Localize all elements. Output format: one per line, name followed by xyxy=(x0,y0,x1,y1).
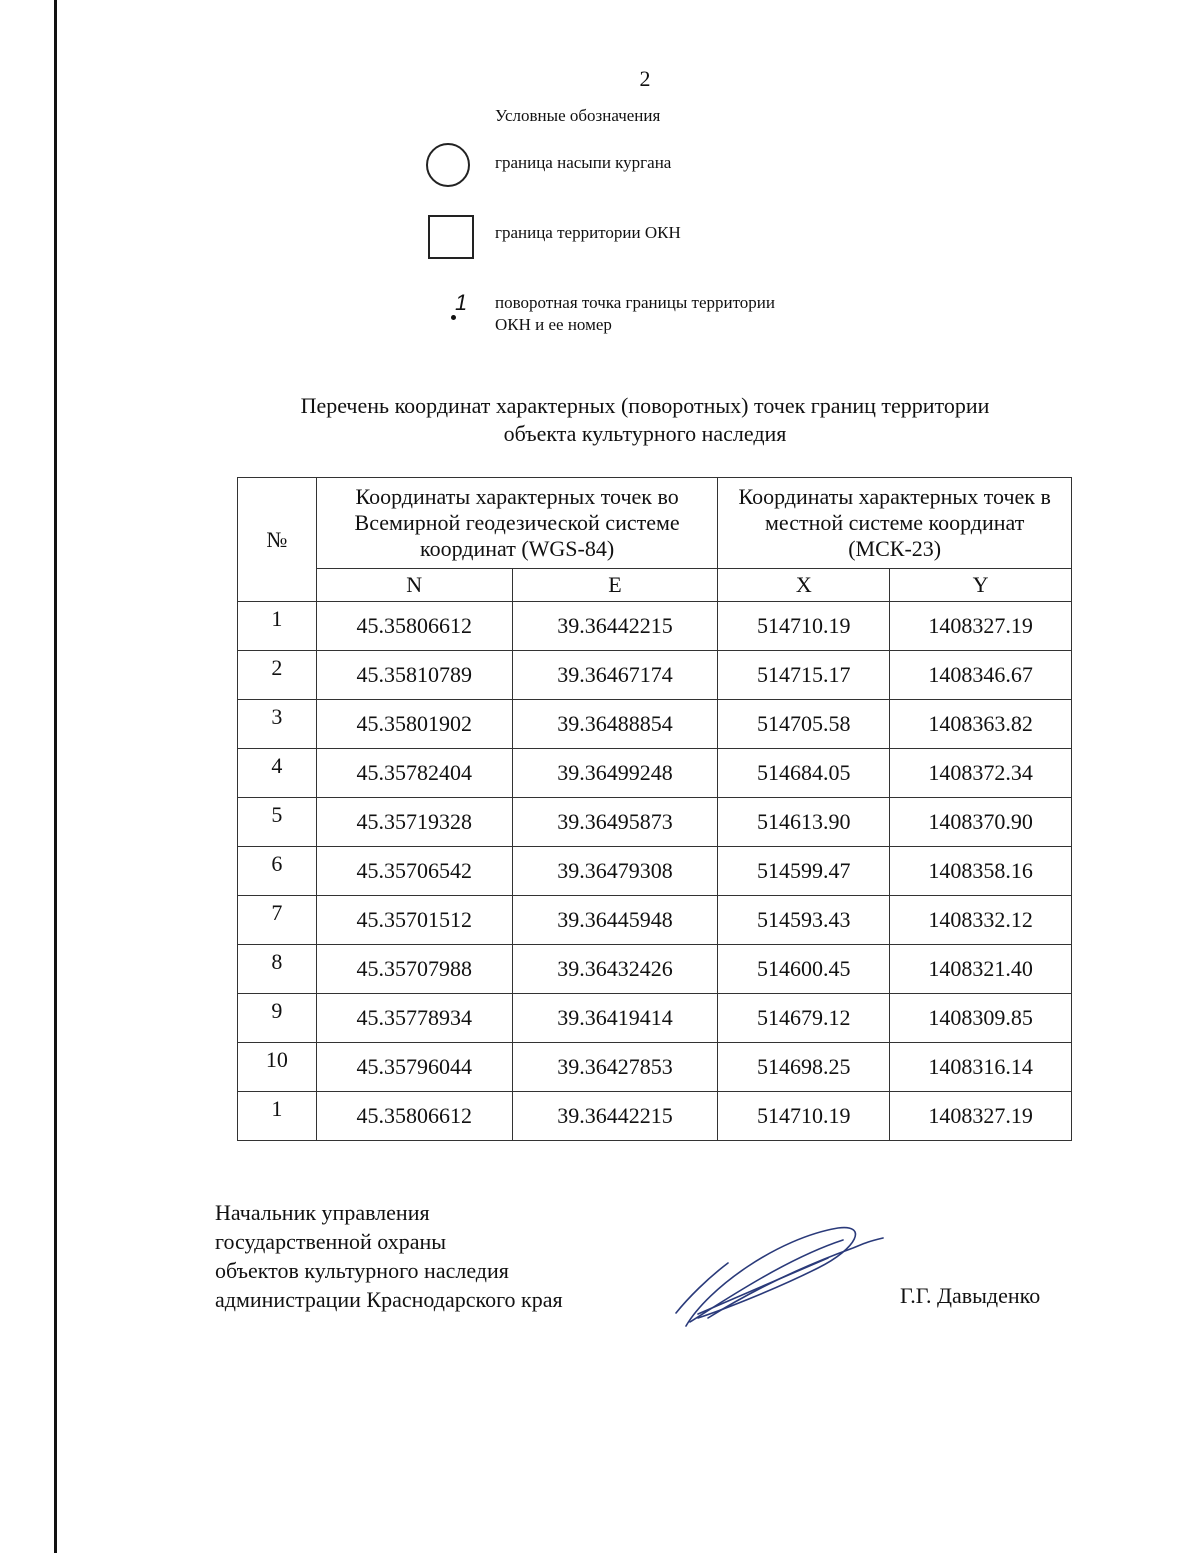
turning-point-icon: 1 xyxy=(455,290,468,315)
table-body xyxy=(238,602,1072,1141)
cell-wgs-n: 45.35778934 xyxy=(316,994,512,1043)
legend-item-turning-point-line1: поворотная точка границы территории xyxy=(495,293,775,312)
cell-msk-y: 1408363.82 xyxy=(890,700,1072,749)
table-heading-line2: объекта культурного наследия xyxy=(503,421,787,446)
table-row xyxy=(238,945,1072,994)
table-row xyxy=(238,749,1072,798)
cell-msk-y: 1408346.67 xyxy=(890,651,1072,700)
cell-point-number: 2 xyxy=(238,651,317,700)
legend-item-turning-point xyxy=(495,292,775,336)
cell-msk-x: 514593.43 xyxy=(718,896,890,945)
cell-wgs-e: 39.36445948 xyxy=(512,896,718,945)
cell-point-number: 1 xyxy=(238,1092,317,1141)
cell-msk-x: 514599.47 xyxy=(718,847,890,896)
cell-wgs-n: 45.35719328 xyxy=(316,798,512,847)
cell-wgs-n: 45.35782404 xyxy=(316,749,512,798)
table-row xyxy=(238,651,1072,700)
signer-name: Г.Г. Давыденко xyxy=(900,1283,1041,1308)
column-header-e: E xyxy=(512,569,718,602)
signatory-line2: государственной охраны xyxy=(215,1229,447,1254)
signatory-line3: объектов культурного наследия xyxy=(215,1258,509,1283)
cell-msk-x: 514679.12 xyxy=(718,994,890,1043)
cell-wgs-n: 45.35810789 xyxy=(316,651,512,700)
page-left-border xyxy=(54,0,57,1553)
table-header-row xyxy=(238,478,1072,569)
cell-point-number: 5 xyxy=(238,798,317,847)
column-header-x: X xyxy=(718,569,890,602)
cell-point-number: 1 xyxy=(238,602,317,651)
table-row xyxy=(238,847,1072,896)
cell-msk-y: 1408327.19 xyxy=(890,1092,1072,1141)
cell-msk-x: 514705.58 xyxy=(718,700,890,749)
cell-msk-y: 1408327.19 xyxy=(890,602,1072,651)
table-heading xyxy=(200,392,1090,448)
coordinates-table xyxy=(237,477,1072,1141)
signatory-line1: Начальник управления xyxy=(215,1200,430,1225)
cell-wgs-e: 39.36432426 xyxy=(512,945,718,994)
legend-item-mound-boundary: граница насыпи кургана xyxy=(495,153,672,172)
cell-wgs-n: 45.35706542 xyxy=(316,847,512,896)
legend-item-turning-point-line2: ОКН и ее номер xyxy=(495,315,612,334)
cell-msk-y: 1408370.90 xyxy=(890,798,1072,847)
cell-msk-y: 1408372.34 xyxy=(890,749,1072,798)
signatory-title xyxy=(215,1198,563,1314)
cell-wgs-e: 39.36427853 xyxy=(512,1043,718,1092)
cell-msk-x: 514710.19 xyxy=(718,1092,890,1141)
table-row xyxy=(238,1092,1072,1141)
cell-wgs-e: 39.36495873 xyxy=(512,798,718,847)
cell-point-number: 9 xyxy=(238,994,317,1043)
cell-msk-y: 1408358.16 xyxy=(890,847,1072,896)
cell-wgs-e: 39.36467174 xyxy=(512,651,718,700)
legend-title: Условные обозначения xyxy=(495,106,661,125)
cell-msk-x: 514715.17 xyxy=(718,651,890,700)
column-header-n: N xyxy=(316,569,512,602)
cell-wgs-e: 39.36442215 xyxy=(512,1092,718,1141)
table-subheader-row xyxy=(238,569,1072,602)
column-group-msk23: Координаты характерных точек в местной системе координат (МСК-23) xyxy=(718,478,1072,569)
signature-icon xyxy=(668,1218,893,1333)
table-heading-line1: Перечень координат характерных (поворотных) точек границ территории xyxy=(300,393,990,418)
legend-item-territory-boundary: граница территории ОКН xyxy=(495,223,681,242)
cell-wgs-e: 39.36419414 xyxy=(512,994,718,1043)
cell-wgs-e: 39.36442215 xyxy=(512,602,718,651)
signature-strokes xyxy=(676,1228,883,1326)
cell-point-number: 8 xyxy=(238,945,317,994)
cell-msk-x: 514684.05 xyxy=(718,749,890,798)
cell-msk-x: 514600.45 xyxy=(718,945,890,994)
table-row xyxy=(238,602,1072,651)
cell-point-number: 3 xyxy=(238,700,317,749)
cell-msk-y: 1408309.85 xyxy=(890,994,1072,1043)
cell-wgs-n: 45.35796044 xyxy=(316,1043,512,1092)
cell-wgs-e: 39.36479308 xyxy=(512,847,718,896)
cell-wgs-n: 45.35707988 xyxy=(316,945,512,994)
table-row xyxy=(238,700,1072,749)
cell-point-number: 7 xyxy=(238,896,317,945)
cell-point-number: 4 xyxy=(238,749,317,798)
column-group-wgs84: Координаты характерных точек во Всемирной геодезической системе координат (WGS-84) xyxy=(316,478,718,569)
cell-msk-x: 514710.19 xyxy=(718,602,890,651)
cell-msk-x: 514613.90 xyxy=(718,798,890,847)
cell-point-number: 10 xyxy=(238,1043,317,1092)
table-row xyxy=(238,798,1072,847)
cell-wgs-n: 45.35806612 xyxy=(316,602,512,651)
cell-msk-y: 1408332.12 xyxy=(890,896,1072,945)
cell-wgs-n: 45.35806612 xyxy=(316,1092,512,1141)
square-icon xyxy=(428,215,474,259)
column-header-y: Y xyxy=(890,569,1072,602)
cell-wgs-n: 45.35701512 xyxy=(316,896,512,945)
turning-point-dot-icon xyxy=(451,315,456,320)
page-number: 2 xyxy=(639,66,651,91)
cell-point-number: 6 xyxy=(238,847,317,896)
cell-wgs-n: 45.35801902 xyxy=(316,700,512,749)
cell-msk-x: 514698.25 xyxy=(718,1043,890,1092)
cell-msk-y: 1408316.14 xyxy=(890,1043,1072,1092)
cell-wgs-e: 39.36488854 xyxy=(512,700,718,749)
table-row xyxy=(238,994,1072,1043)
signatory-line4: администрации Краснодарского края xyxy=(215,1287,563,1312)
table-row xyxy=(238,896,1072,945)
cell-msk-y: 1408321.40 xyxy=(890,945,1072,994)
column-header-number: № xyxy=(238,478,317,602)
cell-wgs-e: 39.36499248 xyxy=(512,749,718,798)
circle-icon xyxy=(426,143,470,187)
table-row xyxy=(238,1043,1072,1092)
